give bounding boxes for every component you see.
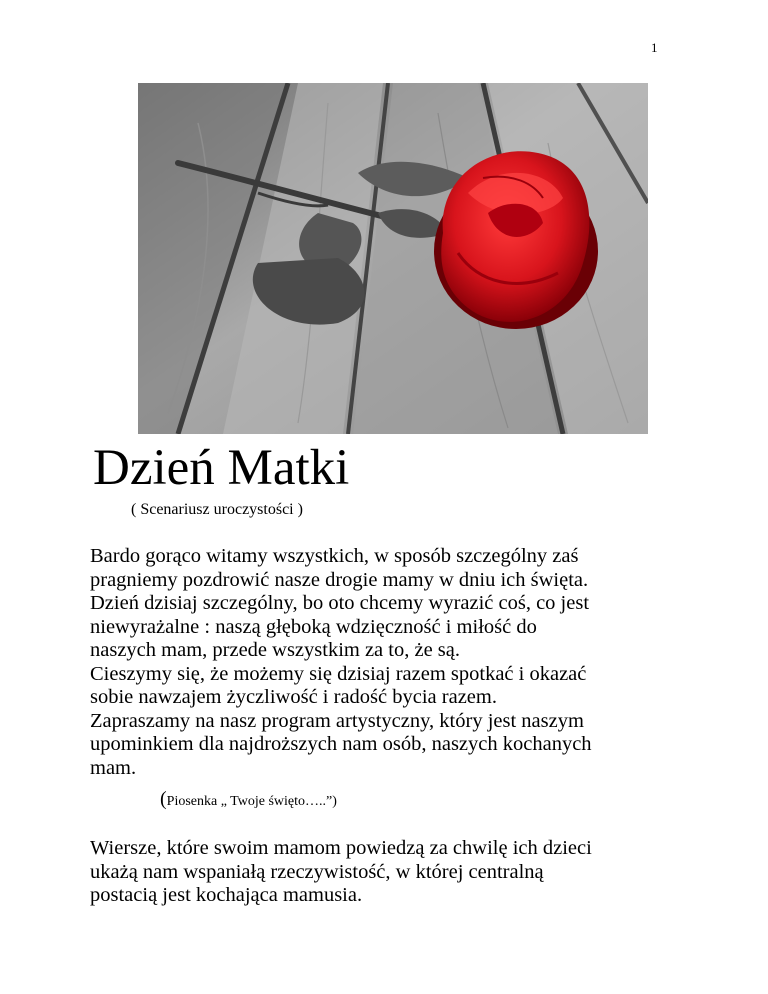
text-line: postacią jest kochająca mamusia. — [90, 884, 363, 906]
text-line: ukażą nam wspaniałą rzeczywistość, w której centralną — [90, 860, 544, 883]
note-text: Piosenka „ Twoje święto…..”) — [166, 794, 337, 809]
page-number: 1 — [651, 40, 658, 55]
song-note — [160, 788, 337, 811]
text-line: mam. — [90, 756, 137, 779]
text-line: Cieszymy się, że możemy się dzisiaj razem spotkać i okazać — [90, 662, 587, 685]
red-rose-on-wooden-planks-icon — [138, 83, 648, 434]
note-open-paren: ( — [160, 788, 167, 810]
text-line: niewyrażalne : naszą głęboką wdzięczność i miłość do — [90, 615, 537, 638]
page-title: Dzień Matki — [93, 440, 350, 496]
poems-paragraph — [90, 837, 700, 908]
intro-paragraph — [90, 545, 700, 780]
rose-photo — [138, 83, 648, 434]
text-line: naszych mam, przede wszystkim za to, że są. — [90, 639, 461, 661]
text-line: Bardo gorąco witamy wszystkich, w sposób szczególny zaś — [90, 545, 579, 567]
text-line: upominkiem dla najdroższych nam osób, naszych kochanych — [90, 733, 592, 755]
subtitle: ( Scenariusz uroczystości ) — [131, 501, 303, 518]
text-line: Dzień dzisiaj szczególny, bo oto chcemy wyrazić coś, co jest — [90, 592, 590, 614]
text-line: Zapraszamy na nasz program artystyczny, który jest naszym — [90, 709, 584, 732]
text-line: pragniemy pozdrowić nasze drogie mamy w dniu ich święta. — [90, 568, 589, 591]
text-line: sobie nawzajem życzliwość i radość bycia razem. — [90, 686, 497, 708]
text-line: Wiersze, które swoim mamom powiedzą za chwilę ich dzieci — [90, 837, 592, 859]
